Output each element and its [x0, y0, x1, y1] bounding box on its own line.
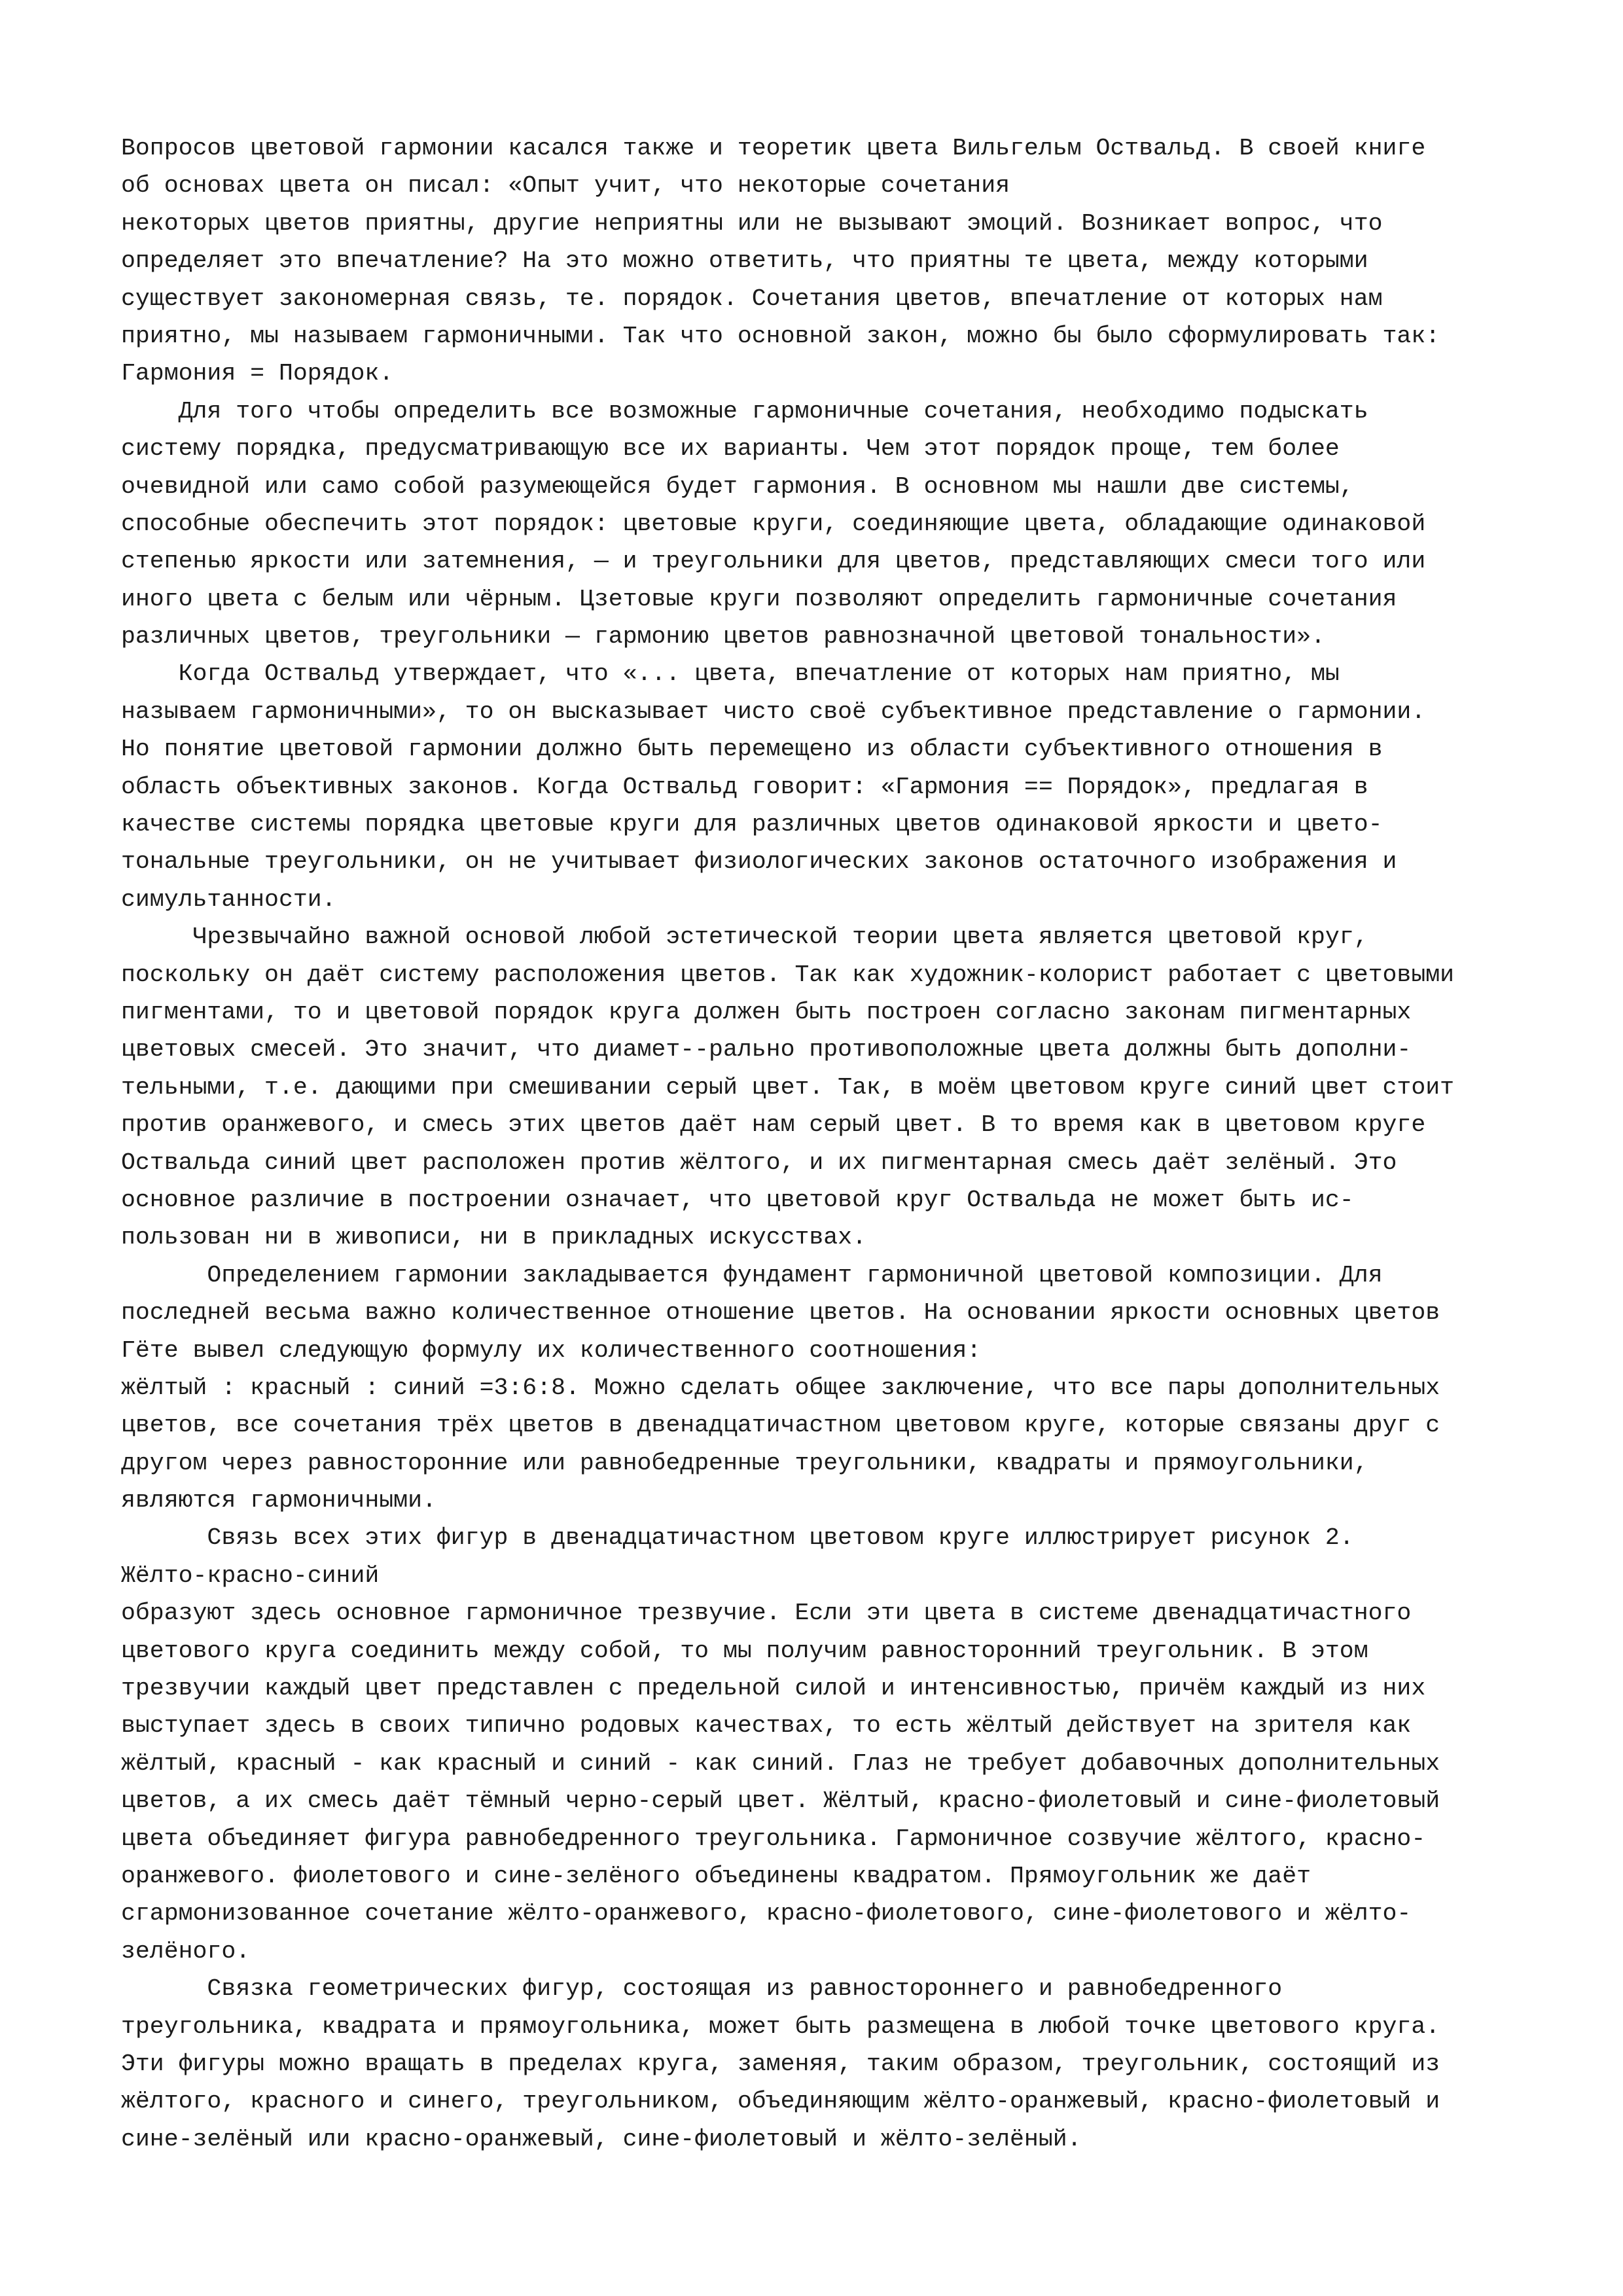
document-page	[121, 130, 1522, 2195]
text-line: Связь всех этих фигур в двенадцатичастном цветовом круге иллюстрирует рисунок 2.	[121, 1524, 1354, 1552]
text-line: систему порядка, предусматривающую все их варианты. Чем этот порядок проще, тем более	[121, 435, 1340, 463]
text-line: некоторых цветов приятны, другие неприятны или не вызывают эмоций. Возникает вопрос, что	[121, 209, 1383, 237]
text-line: существует закономерная связь, те. порядок. Сочетания цветов, впечатление от которых нам	[121, 285, 1383, 312]
text-line: различных цветов, треугольники — гармонию цветов равнозначной цветовой тональности».	[121, 623, 1325, 651]
text-line: Но понятие цветовой гармонии должно быть перемещено из области субъективного отношения в	[121, 736, 1383, 763]
text-line: последней весьма важно количественное отношение цветов. На основании яркости основных цветов	[121, 1299, 1440, 1327]
text-line: Чрезвычайно важной основой любой эстетической теории цвета является цветовой круг,	[121, 924, 1368, 951]
text-line: называем гармоничными», то он высказывает чисто своё субъективное представление о гармонии.	[121, 698, 1426, 725]
text-line: об основах цвета он писал: «Опыт учит, что некоторые сочетания	[121, 172, 1010, 200]
text-line: область объективных законов. Когда Оствальд говорит: «Гармония == Порядок», предлагая в	[121, 773, 1368, 800]
text-line: цветов, а их смесь даёт тёмный черно-серый цвет. Жёлтый, красно-фиолетовый и сине-фиолетовый	[121, 1787, 1440, 1815]
text-line: тельными, т.е. дающими при смешивании серый цвет. Так, в моём цветовом круге синий цвет стоит	[121, 1073, 1455, 1101]
text-line: Вопросов цветовой гармонии касался также и теоретик цвета Вильгельм Оствальд. В своей книге	[121, 135, 1426, 162]
text-line: Когда Оствальд утверждает, что «... цвета, впечатление от которых нам приятно, мы	[121, 660, 1340, 688]
text-line: пигментами, то и цветовой порядок круга должен быть построен согласно законам пигментарных	[121, 998, 1412, 1026]
text-line: цветового круга соединить между собой, то мы получим равносторонний треугольник. В этом	[121, 1637, 1368, 1664]
text-line: трезвучии каждый цвет представлен с предельной силой и интенсивностью, причём каждый из них	[121, 1675, 1426, 1702]
text-line: пользован ни в живописи, ни в прикладных искусствах.	[121, 1224, 866, 1251]
text-line: Оствальда синий цвет расположен против жёлтого, и их пигментарная смесь даёт зелёный. Это	[121, 1149, 1397, 1176]
text-line: другом через равносторонние или равнобедренные треугольники, квадраты и прямоугольники,	[121, 1449, 1368, 1477]
text-line: определяет это впечатление? На это можно ответить, что приятны те цвета, между которыми	[121, 247, 1368, 275]
text-line: степенью яркости или затемнения, — и треугольники для цветов, представляющих смеси того или	[121, 548, 1426, 575]
text-line: против оранжевого, и смесь этих цветов даёт нам серый цвет. В то время как в цветовом круге	[121, 1111, 1426, 1139]
text-line: оранжевого. фиолетового и сине-зелёного объединены квадратом. Прямоугольник же даёт	[121, 1862, 1311, 1890]
text-line: зелёного.	[121, 1937, 251, 1965]
text-line: цветовых смесей. Это значит, что диамет--рально противоположные цвета должны быть дополни-	[121, 1036, 1412, 1064]
text-line: жёлтый : красный : синий =3:6:8. Можно сделать общее заключение, что все пары дополнительных	[121, 1374, 1440, 1401]
text-line: Гёте вывел следующую формулу их количественного соотношения:	[121, 1336, 982, 1364]
text-line: способные обеспечить этот порядок: цветовые круги, соединяющие цвета, обладающие одинаковой	[121, 510, 1426, 537]
text-line: жёлтого, красного и синего, треугольником, объединяющим жёлто-оранжевый, красно-фиолетовый и	[121, 2088, 1440, 2115]
text-line: основное различие в построении означает, что цветовой круг Оствальда не может быть ис-	[121, 1186, 1354, 1213]
text-line: иного цвета с белым или чёрным. Цзетовые круги позволяют определить гармоничные сочетания	[121, 585, 1397, 613]
text-line: сгармонизованное сочетание жёлто-оранжевого, красно-фиолетового, сине-фиолетового и жёлто-	[121, 1900, 1412, 1928]
text-line: цветов, все сочетания трёх цветов в двенадцатичастном цветовом круге, которые связаны друг с	[121, 1412, 1440, 1439]
text-line: образуют здесь основное гармоничное трезвучие. Если эти цвета в системе двенадцатичастного	[121, 1600, 1412, 1627]
text-line: Эти фигуры можно вращать в пределах круга, заменяя, таким образом, треугольник, состоящий из	[121, 2050, 1440, 2077]
text-line: треугольника, квадрата и прямоугольника, может быть размещена в любой точке цветового круга.	[121, 2013, 1440, 2040]
text-line: симультанности.	[121, 886, 336, 913]
text-line: жёлтый, красный - как красный и синий - как синий. Глаз не требует добавочных дополнительных	[121, 1749, 1440, 1777]
text-line: тональные треугольники, он не учитывает физиологических законов остаточного изображения и	[121, 848, 1397, 876]
text-line: сине-зелёный или красно-оранжевый, сине-фиолетовый и жёлто-зелёный.	[121, 2125, 1082, 2153]
text-line: Связка геометрических фигур, состоящая из равностороннего и равнобедренного	[121, 1975, 1283, 2003]
text-line	[121, 2158, 1522, 2195]
text-line: Для того чтобы определить все возможные гармоничные сочетания, необходимо подыскать	[121, 397, 1368, 425]
text-line: поскольку он даёт систему расположения цветов. Так как художник-колорист работает с цветовыми	[121, 961, 1455, 988]
text-line: очевидной или само собой разумеющейся будет гармония. В основном мы нашли две системы,	[121, 473, 1354, 500]
text-line: выступает здесь в своих типично родовых качествах, то есть жёлтый действует на зрителя как	[121, 1712, 1412, 1740]
text-line: являются гармоничными.	[121, 1487, 437, 1515]
text-line: качестве системы порядка цветовые круги для различных цветов одинаковой яркости и цвето-	[121, 811, 1383, 838]
text-line: Определением гармонии закладывается фундамент гармоничной цветовой композиции. Для	[121, 1261, 1383, 1289]
text-line: Гармония = Порядок.	[121, 360, 394, 387]
text-line: цвета объединяет фигура равнобедренного треугольника. Гармоничное созвучие жёлтого, красно-	[121, 1825, 1426, 1852]
text-line: Жёлто-красно-синий	[121, 1562, 380, 1589]
text-line: приятно, мы называем гармоничными. Так что основной закон, можно бы было сформулировать так:	[121, 322, 1440, 350]
